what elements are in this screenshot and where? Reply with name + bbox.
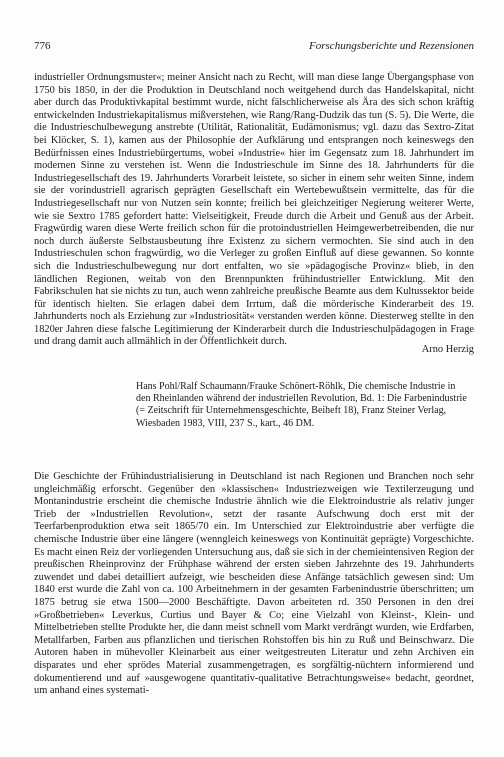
review-author-signature: Arno Herzig bbox=[421, 344, 474, 355]
page-number: 776 bbox=[34, 40, 51, 52]
review-bibliography: Hans Pohl/Ralf Schaumann/Frauke Schönert-Röhlk, Die chemische Industrie in den Rheinlanden während der industriellen Revolution, Bd. 1: Die Farbenindustrie (= Zeitschrift für Unternehmensgeschichte, Beiheft 18), Franz Steiner Verlag, Wiesbaden 1983, VIII, 237 S., kart., 46 DM. bbox=[136, 381, 467, 429]
page-header bbox=[34, 40, 474, 52]
running-title: Forschungsberichte und Rezensionen bbox=[309, 40, 474, 52]
review-continuation-text: industrieller Ordnungsmuster«; meiner Ansicht nach zu Recht, will man diese lange Übergangsphase von 1750 bis 1850, in der die Produktion in Deutschland noch weitgehend durch das Handelskapital, nicht aber durch das Produktivkapital bestimmt wurde, nicht fälschlicherweise als Ära des sich schon kräftig entwickelnden Industriekapitalismus mißverstehen, wie Rang/Rang-Dudzik das tun (S. 5). Die Werte, die die Industrieschulbewegung anstrebte (Utilität, Rationalität, Eudämonismus; vgl. dazu das Sextro-Zitat bei Klöcker, S. 1), kamen aus der Philosophie der Aufklärung und entsprangen noch keineswegs den Bedürfnissen eines Industriebürgertums, wobei »Industrie« hier im Gegensatz zum 18. Jahrhundert im modernen Sinne zu verstehen ist. Wenn die Industrieschule im Sinne des 18. Jahrhunderts für die Industriegesellschaft des 19. Jahrhunderts Vorarbeit leistete, so sicher in einem sehr weiten Sinne, indem sie der vorindustriell agrarisch geprägten Gesellschaft ein Wertebewußtsein vermittelte, das für die Industriegesellschaft nur von Nutzen sein konnte; freilich bei gleichzeitiger Negierung weiterer Werte, wie sie Sextro 1785 gefordert hatte: Vielseitigkeit, Freude durch die Arbeit und Genuß aus der Arbeit. Fragwürdig waren diese Werte freilich schon für die protoindustriellen Heimgewerbetreibenden, die nur noch durch äußerste Selbstausbeutung ihre Existenz zu sichern vermochten. Sie sind auch in den Industrieschulen schon fragwürdig, wo die Verleger zu großen Einfluß auf diese gewannen. So konnte sich die Industrieschulbewegung nur dort entfalten, wo sie »pädagogische Provinz« blieb, in den ländlichen Regionen, weitab von den Brennpunkten frühindustrieller Entwicklung. Mit den Fabrikschulen hat sie nichts zu tun, auch wenn zahlreiche preußische Beamte aus dem Kultussektor beide für identisch hielten. Sie erlagen dabei dem Irrtum, daß die mörderische Kinderarbeit des 19. Jahrhunderts noch als Erziehung zur »Industriosität« verstanden werden könne. Diesterweg stellte in den 1820er Jahren diese falsche Legitimierung der Kinderarbeit durch die Industrieschulpädagogen in Frage und drang damit auch allmählich in der Öffentlichkeit durch. bbox=[34, 72, 474, 348]
review-body-text: Die Geschichte der Frühindustrialisierung in Deutschland ist nach Regionen und Branchen noch sehr ungleichmäßig erforscht. Gegenüber den »klassischen« Industriezweigen wie Textilerzeugung und Montanindustrie erscheint die chemische Industrie ähnlich wie die Elektroindustrie als relativ junger Trieb der »Industriellen Revolution«, setzt der rasante Aufschwung doch erst mit der Teerfarbenproduktion etwa seit 1865/70 ein. Im Unterschied zur Elektroindustrie aber verfügte die chemische Industrie über eine längere (wenngleich keineswegs von Kontinuität geprägte) Vorgeschichte. Es macht einen Reiz der vorliegenden Untersuchung aus, daß sie sich in der chemieintensiven Region der preußischen Rheinprovinz der Frühphase während der ersten sieben Jahrzehnte des 19. Jahrhunderts zuwendet und dabei detailliert aufzeigt, wie bescheiden diese Anfänge tatsächlich gewesen sind: Um 1840 erst wurde die Zahl von ca. 100 Arbeitnehmern in der gesamten Farbenindustrie überschritten; um 1875 betrug sie etwa 1500—2000 Beschäftigte. Davon arbeiteten rd. 350 Personen in den drei »Großbetrieben« Leverkus, Curtius und Bayer & Co; eine Vielzahl von Kleinst-, Klein- und Mittelbetrieben stellte Produkte her, die dann meist schnell vom Markt verdrängt wurden, wie Erdfarben, Metallfarben, Farben aus pflanzlichen und tierischen Rohstoffen bis hin zu Ruß und Beinschwarz. Die Autoren haben in mühevoller Kleinarbeit aus einer weitgestreuten Literatur und zehn Archiven ein disparates und eher sprödes Material zusammengetragen, es sorgfältig-nüchtern informierend und dokumentierend und auf »ausgewogene quantitativ-qualitative Betrachtungsweise« bedacht, geordnet, um anhand eines systemati- bbox=[34, 471, 474, 697]
